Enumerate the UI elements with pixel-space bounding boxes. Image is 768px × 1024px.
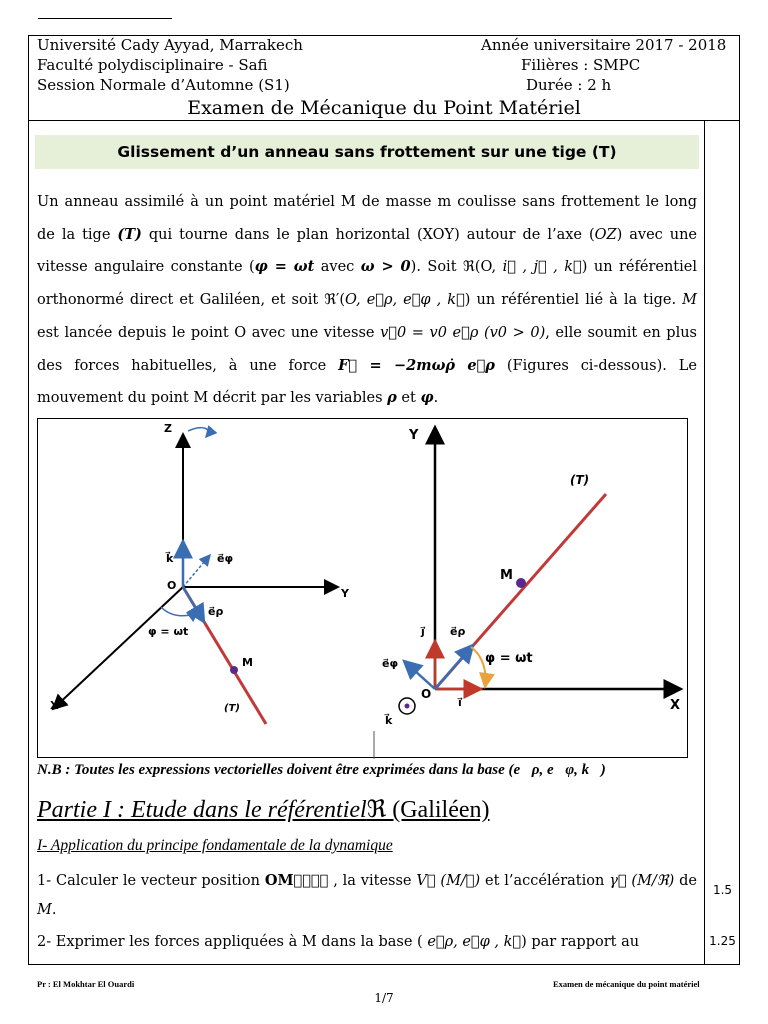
page-number: 1/7 [374,991,394,1005]
header-separator [28,120,740,121]
question-2: 2- Exprimer les forces appliquées à M dans la base ( e⃗ρ, e⃗φ , k⃗) par rapport au [37,934,640,950]
academic-year: Année universitaire 2017 - 2018 [481,36,727,54]
problem-statement: Un anneau assimilé à un point matériel M de masse m coulisse sans frottement le long de la tige (T) qui tourne dans le plan horizontal (XOY) autour de l’axe (OZ) avec une vitesse angulaire constante (φ = ωt avec ω > 0). Soit ℜ(O, i⃗ , j⃗ , k⃗) un référentiel orthonormé direct et Galiléen, et soit ℜ′(O, e⃗ρ, e⃗φ , k⃗) un référentiel lié à la tige. M est lancée depuis le point O avec une vitesse v⃗0 = v0 e⃗ρ (v0 > 0), elle soumit en plus des forces habituelles, à une force F⃗ = −2mωρ̇ e⃗ρ (Figures ci-dessous). Le mouvement du point M décrit par les variables ρ et φ. [37,194,698,407]
left-x-axis [53,587,183,709]
university-name: Université Cady Ayyad, Marrakech [37,36,303,54]
section1-title: I- Application du principe fondamentale de la dynamique [37,837,393,854]
left-angle-arc [161,607,198,616]
right-m-label: M [500,568,513,583]
right-j-label: j⃗ [421,625,425,638]
exam-title: Examen de Mécanique du Point Matériel [187,97,581,119]
rotation-arrow-icon [188,428,208,437]
left-y-label: Y [341,587,349,600]
left-origin-label: O [167,579,177,592]
subject-banner: Glissement d’un anneau sans frottement sur une tige (T) [35,135,699,169]
left-x-label: X [50,699,59,712]
right-origin-label: O [421,687,432,701]
mechanics-figure [38,419,689,759]
left-point-m [230,666,238,674]
left-ephi-label: e⃗φ [217,552,234,565]
right-ephi-vector [404,661,435,689]
figure-box [37,418,688,758]
left-ephi-vector [183,555,210,587]
left-m-label: M [242,656,253,669]
right-i-label: i⃗ [458,696,462,709]
left-diagram [50,422,350,724]
part1-title: Partie I : Etude dans le référentielℜ (Galiléen) [37,797,490,823]
footnote-rule [38,18,172,19]
left-z-label: Z [164,422,172,435]
session-name: Session Normale d’Automne (S1) [37,76,290,94]
right-angle-arc [471,647,486,687]
right-rod-label: (T) [570,473,590,487]
right-x-label: X [670,698,681,713]
right-angle-label: φ = ωt [485,651,533,666]
k-dot-icon [405,704,410,709]
program-name: Filières : SMPC [521,56,641,74]
right-ephi-label: e⃗φ [382,657,399,670]
question-1: 1- Calculer le vecteur position OM⃗⃗⃗⃗ , la vitesse V⃗ (M/ℜ) et l’accélération γ⃗ (M/ℜ) de M. [37,872,697,918]
question-1-score: 1.5 [712,883,733,897]
left-erho-vector [183,587,204,622]
score-column-divider [704,120,705,965]
footer-course: Examen de mécanique du point matériel [553,979,700,989]
right-erho-label: e⃗ρ [450,625,466,638]
left-rod-label: (T) [224,703,240,714]
left-angle-label: φ = ωt [148,625,189,638]
left-k-label: k⃗ [166,552,174,565]
exam-duration: Durée : 2 h [526,76,612,94]
nb-note: N.B : Toutes les expressions vectorielles doivent être exprimées dans la base (e⃗ρ, e⃗φ, k⃗) [37,762,606,778]
right-k-label: k⃗ [385,714,393,727]
question-2-score: 1.25 [709,934,736,948]
right-diagram [382,427,681,727]
left-erho-label: e⃗ρ [208,605,224,618]
right-point-m [516,578,526,588]
faculty-name: Faculté polydisciplinaire - Safi [37,56,268,74]
right-y-label: Y [409,428,419,443]
right-erho-vector [435,645,473,689]
footer-author: Pr : El Mokhtar El Ouardi [37,979,135,989]
